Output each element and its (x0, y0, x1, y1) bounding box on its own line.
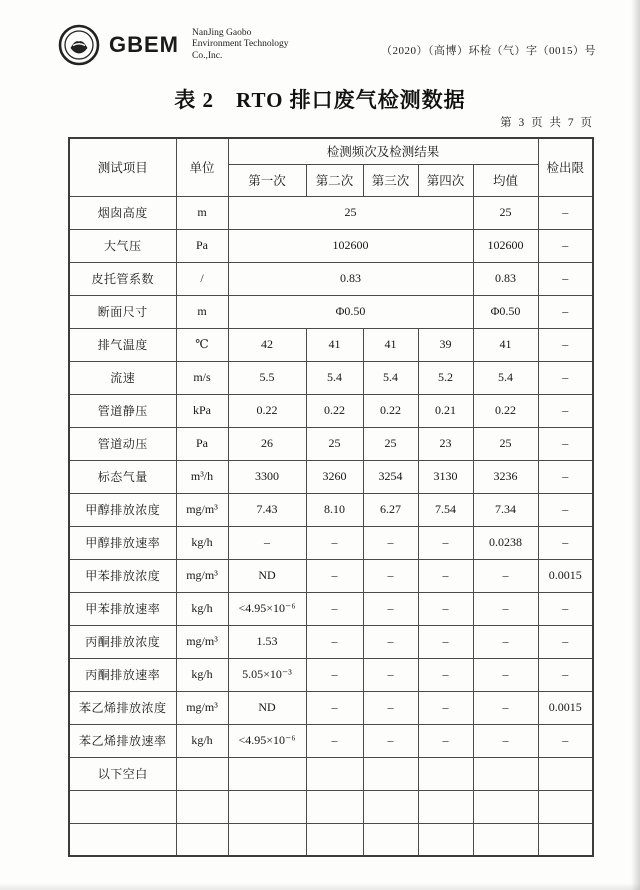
limit-cell: – (538, 361, 593, 394)
page-number: 第 3 页 共 7 页 (500, 117, 594, 129)
run-cell: Φ0.50 (228, 295, 473, 328)
run-cell: 6.27 (363, 493, 418, 526)
run-cell (363, 790, 418, 823)
mean-cell: 0.83 (473, 262, 538, 295)
run-cell: – (418, 625, 473, 658)
table-row (69, 262, 593, 295)
table-row (69, 427, 593, 460)
item-cell: 丙酮排放浓度 (69, 625, 176, 658)
run-cell: 5.4 (306, 361, 363, 394)
limit-cell: – (538, 526, 593, 559)
brand-block (58, 24, 289, 66)
mean-cell: 25 (473, 427, 538, 460)
run-cell: – (306, 724, 363, 757)
unit-cell: kg/h (176, 592, 228, 625)
run-cell: – (418, 691, 473, 724)
table-row (69, 625, 593, 658)
run-cell: 39 (418, 328, 473, 361)
unit-cell (176, 823, 228, 856)
run-cell: – (363, 724, 418, 757)
unit-cell: kg/h (176, 724, 228, 757)
table-row (69, 724, 593, 757)
run-cell (306, 757, 363, 790)
company-line: Environment Technology (192, 39, 289, 50)
table-row (69, 592, 593, 625)
limit-cell: – (538, 262, 593, 295)
gbem-logo-text: GBEM (109, 32, 179, 57)
run-cell (306, 790, 363, 823)
limit-cell: – (538, 394, 593, 427)
table-row (69, 196, 593, 229)
item-cell: 甲醇排放浓度 (69, 493, 176, 526)
data-table (68, 137, 594, 857)
limit-cell: – (538, 427, 593, 460)
mean-cell: 25 (473, 196, 538, 229)
limit-cell: – (538, 493, 593, 526)
mean-cell: 3236 (473, 460, 538, 493)
run-cell (418, 790, 473, 823)
unit-cell: m (176, 196, 228, 229)
mean-cell: Φ0.50 (473, 295, 538, 328)
run-cell: ND (228, 691, 306, 724)
item-cell: 苯乙烯排放速率 (69, 724, 176, 757)
run-cell: 5.2 (418, 361, 473, 394)
run-cell: – (306, 658, 363, 691)
limit-cell: – (538, 658, 593, 691)
table-body (69, 196, 593, 856)
run-cell: 26 (228, 427, 306, 460)
run-cell: 3260 (306, 460, 363, 493)
page-title: 表 2 RTO 排口废气检测数据 (174, 88, 466, 112)
table-row (69, 691, 593, 724)
run-cell: 42 (228, 328, 306, 361)
mean-cell: 41 (473, 328, 538, 361)
run-cell: 0.22 (306, 394, 363, 427)
table-row (69, 790, 593, 823)
mean-cell: – (473, 658, 538, 691)
col-header-item: 测试项目 (69, 138, 176, 196)
run-cell: – (363, 658, 418, 691)
scan-edge-right (631, 0, 640, 890)
limit-cell: – (538, 625, 593, 658)
item-cell: 皮托管系数 (69, 262, 176, 295)
limit-cell: 0.0015 (538, 559, 593, 592)
run-cell: 102600 (228, 229, 473, 262)
item-cell: 甲苯排放速率 (69, 592, 176, 625)
limit-cell: – (538, 460, 593, 493)
unit-cell: kg/h (176, 658, 228, 691)
mean-cell: – (473, 691, 538, 724)
unit-cell (176, 790, 228, 823)
run-cell: – (306, 559, 363, 592)
col-header-run3: 第三次 (363, 164, 418, 196)
gbem-logo-seal-icon (58, 24, 100, 66)
item-cell: 管道动压 (69, 427, 176, 460)
run-cell: 25 (306, 427, 363, 460)
table-row (69, 460, 593, 493)
item-cell: 流速 (69, 361, 176, 394)
unit-cell: kPa (176, 394, 228, 427)
item-cell (69, 823, 176, 856)
limit-cell: – (538, 592, 593, 625)
run-cell: <4.95×10⁻⁶ (228, 592, 306, 625)
run-cell: – (363, 559, 418, 592)
run-cell: 7.54 (418, 493, 473, 526)
unit-cell (176, 757, 228, 790)
limit-cell: – (538, 229, 593, 262)
item-cell: 以下空白 (69, 757, 176, 790)
run-cell: – (418, 724, 473, 757)
table-row (69, 823, 593, 856)
table-row (69, 493, 593, 526)
run-cell: 3300 (228, 460, 306, 493)
unit-cell: m/s (176, 361, 228, 394)
table-row (69, 229, 593, 262)
table-row (69, 559, 593, 592)
item-cell: 管道静压 (69, 394, 176, 427)
run-cell (228, 790, 306, 823)
run-cell: – (306, 526, 363, 559)
mean-cell: 0.0238 (473, 526, 538, 559)
unit-cell: / (176, 262, 228, 295)
doc-number: （2020）（高博）环检（气）字（0015）号 (381, 45, 596, 57)
mean-cell (473, 790, 538, 823)
table-row (69, 295, 593, 328)
run-cell (228, 823, 306, 856)
col-header-mean: 均值 (473, 164, 538, 196)
run-cell: 5.05×10⁻³ (228, 658, 306, 691)
run-cell (418, 757, 473, 790)
item-cell: 断面尺寸 (69, 295, 176, 328)
run-cell: 41 (363, 328, 418, 361)
run-cell: – (306, 691, 363, 724)
run-cell: 3254 (363, 460, 418, 493)
table-row (69, 526, 593, 559)
col-header-run1: 第一次 (228, 164, 306, 196)
table-row (69, 757, 593, 790)
limit-cell: – (538, 724, 593, 757)
item-cell: 丙酮排放速率 (69, 658, 176, 691)
run-cell: – (306, 625, 363, 658)
company-name (192, 28, 289, 63)
unit-cell: ℃ (176, 328, 228, 361)
unit-cell: mg/m³ (176, 559, 228, 592)
item-cell: 苯乙烯排放浓度 (69, 691, 176, 724)
item-cell: 标态气量 (69, 460, 176, 493)
run-cell: 25 (363, 427, 418, 460)
run-cell: 1.53 (228, 625, 306, 658)
limit-cell (538, 790, 593, 823)
col-header-group: 检测频次及检测结果 (228, 138, 538, 164)
mean-cell: 5.4 (473, 361, 538, 394)
run-cell: – (363, 625, 418, 658)
run-cell: 5.5 (228, 361, 306, 394)
run-cell: 0.83 (228, 262, 473, 295)
item-cell (69, 790, 176, 823)
item-cell: 排气温度 (69, 328, 176, 361)
limit-cell: 0.0015 (538, 691, 593, 724)
mean-cell (473, 757, 538, 790)
mean-cell: – (473, 559, 538, 592)
run-cell (418, 823, 473, 856)
col-header-run4: 第四次 (418, 164, 473, 196)
run-cell (228, 757, 306, 790)
run-cell: 41 (306, 328, 363, 361)
unit-cell: m³/h (176, 460, 228, 493)
unit-cell: m (176, 295, 228, 328)
run-cell: ND (228, 559, 306, 592)
unit-cell: mg/m³ (176, 691, 228, 724)
table-row (69, 328, 593, 361)
mean-cell: – (473, 625, 538, 658)
run-cell: 23 (418, 427, 473, 460)
company-line: Co.,Inc. (192, 50, 223, 61)
mean-cell: 102600 (473, 229, 538, 262)
run-cell: – (418, 658, 473, 691)
run-cell: <4.95×10⁻⁶ (228, 724, 306, 757)
run-cell (306, 823, 363, 856)
run-cell: – (418, 526, 473, 559)
mean-cell: – (473, 724, 538, 757)
company-line: NanJing Gaobo (192, 27, 252, 38)
item-cell: 甲苯排放浓度 (69, 559, 176, 592)
run-cell: 0.22 (228, 394, 306, 427)
run-cell: – (418, 559, 473, 592)
run-cell (363, 757, 418, 790)
run-cell: – (228, 526, 306, 559)
col-header-unit: 单位 (176, 138, 228, 196)
limit-cell: – (538, 196, 593, 229)
item-cell: 甲醇排放速率 (69, 526, 176, 559)
col-header-limit: 检出限 (538, 138, 593, 196)
unit-cell: Pa (176, 229, 228, 262)
run-cell (363, 823, 418, 856)
unit-cell: mg/m³ (176, 625, 228, 658)
limit-cell: – (538, 328, 593, 361)
run-cell: 25 (228, 196, 473, 229)
scan-edge-bottom (0, 883, 640, 890)
table-row (69, 394, 593, 427)
table-row (69, 658, 593, 691)
unit-cell: kg/h (176, 526, 228, 559)
run-cell: – (363, 592, 418, 625)
unit-cell: mg/m³ (176, 493, 228, 526)
table-header-row-1 (69, 138, 593, 164)
unit-cell: Pa (176, 427, 228, 460)
item-cell: 烟囱高度 (69, 196, 176, 229)
mean-cell (473, 823, 538, 856)
col-header-run2: 第二次 (306, 164, 363, 196)
run-cell: 7.43 (228, 493, 306, 526)
run-cell: 0.22 (363, 394, 418, 427)
run-cell: – (306, 592, 363, 625)
run-cell: – (418, 592, 473, 625)
limit-cell (538, 757, 593, 790)
limit-cell: – (538, 295, 593, 328)
mean-cell: 0.22 (473, 394, 538, 427)
mean-cell: 7.34 (473, 493, 538, 526)
limit-cell (538, 823, 593, 856)
run-cell: 3130 (418, 460, 473, 493)
run-cell: 0.21 (418, 394, 473, 427)
run-cell: 5.4 (363, 361, 418, 394)
mean-cell: – (473, 592, 538, 625)
item-cell: 大气压 (69, 229, 176, 262)
run-cell: – (363, 691, 418, 724)
run-cell: – (363, 526, 418, 559)
run-cell: 8.10 (306, 493, 363, 526)
table-row (69, 361, 593, 394)
